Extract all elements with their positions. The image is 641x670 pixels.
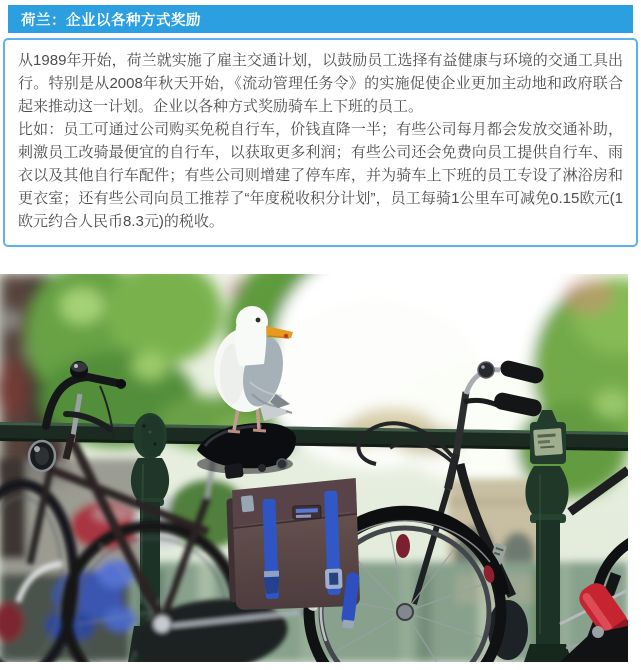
article-header <box>8 5 633 33</box>
paragraph-2: 比如：员工可通过公司购买免税自行车，价钱直降一半；有些公司每月都会发放交通补助，刺激员工改骑最便宜的自行车，以获取更多利润；有些公司还会免费向员工提供自行车、雨衣以及其他自行车配件；有些公司则增建了停车库，并为骑车上下班的员工专设了淋浴房和更衣室；还有些公司向员工推荐了“年度税收积分计划”，员工每骑1公里车可减免0.15欧元(1欧元约合人民币8.3元)的税收。 <box>18 121 623 230</box>
seagull-eye <box>256 318 261 323</box>
article-title: 荷兰：企业以各种方式奖励 <box>21 12 201 29</box>
bicycle-headlight <box>29 441 55 471</box>
page <box>0 5 641 670</box>
right-bicycle-bell <box>478 362 494 378</box>
paragraph-1: 从1989年开始，荷兰就实施了雇主交通计划，以鼓励员工选择有益健康与环境的交通工具出行。特别是从2008年秋天开始，《流动管理任务令》的实施促使企业更加主动地和政府联合起来推动这一计划。企业以各种方式奖励骑车上下班的员工。 <box>18 52 623 115</box>
seagull-head <box>236 306 268 338</box>
article-body-box <box>3 38 638 247</box>
bag-label <box>293 505 321 519</box>
post-sticker <box>533 428 563 456</box>
photo-seagull-bicycles <box>0 274 628 662</box>
bicycle-bell <box>70 361 88 379</box>
